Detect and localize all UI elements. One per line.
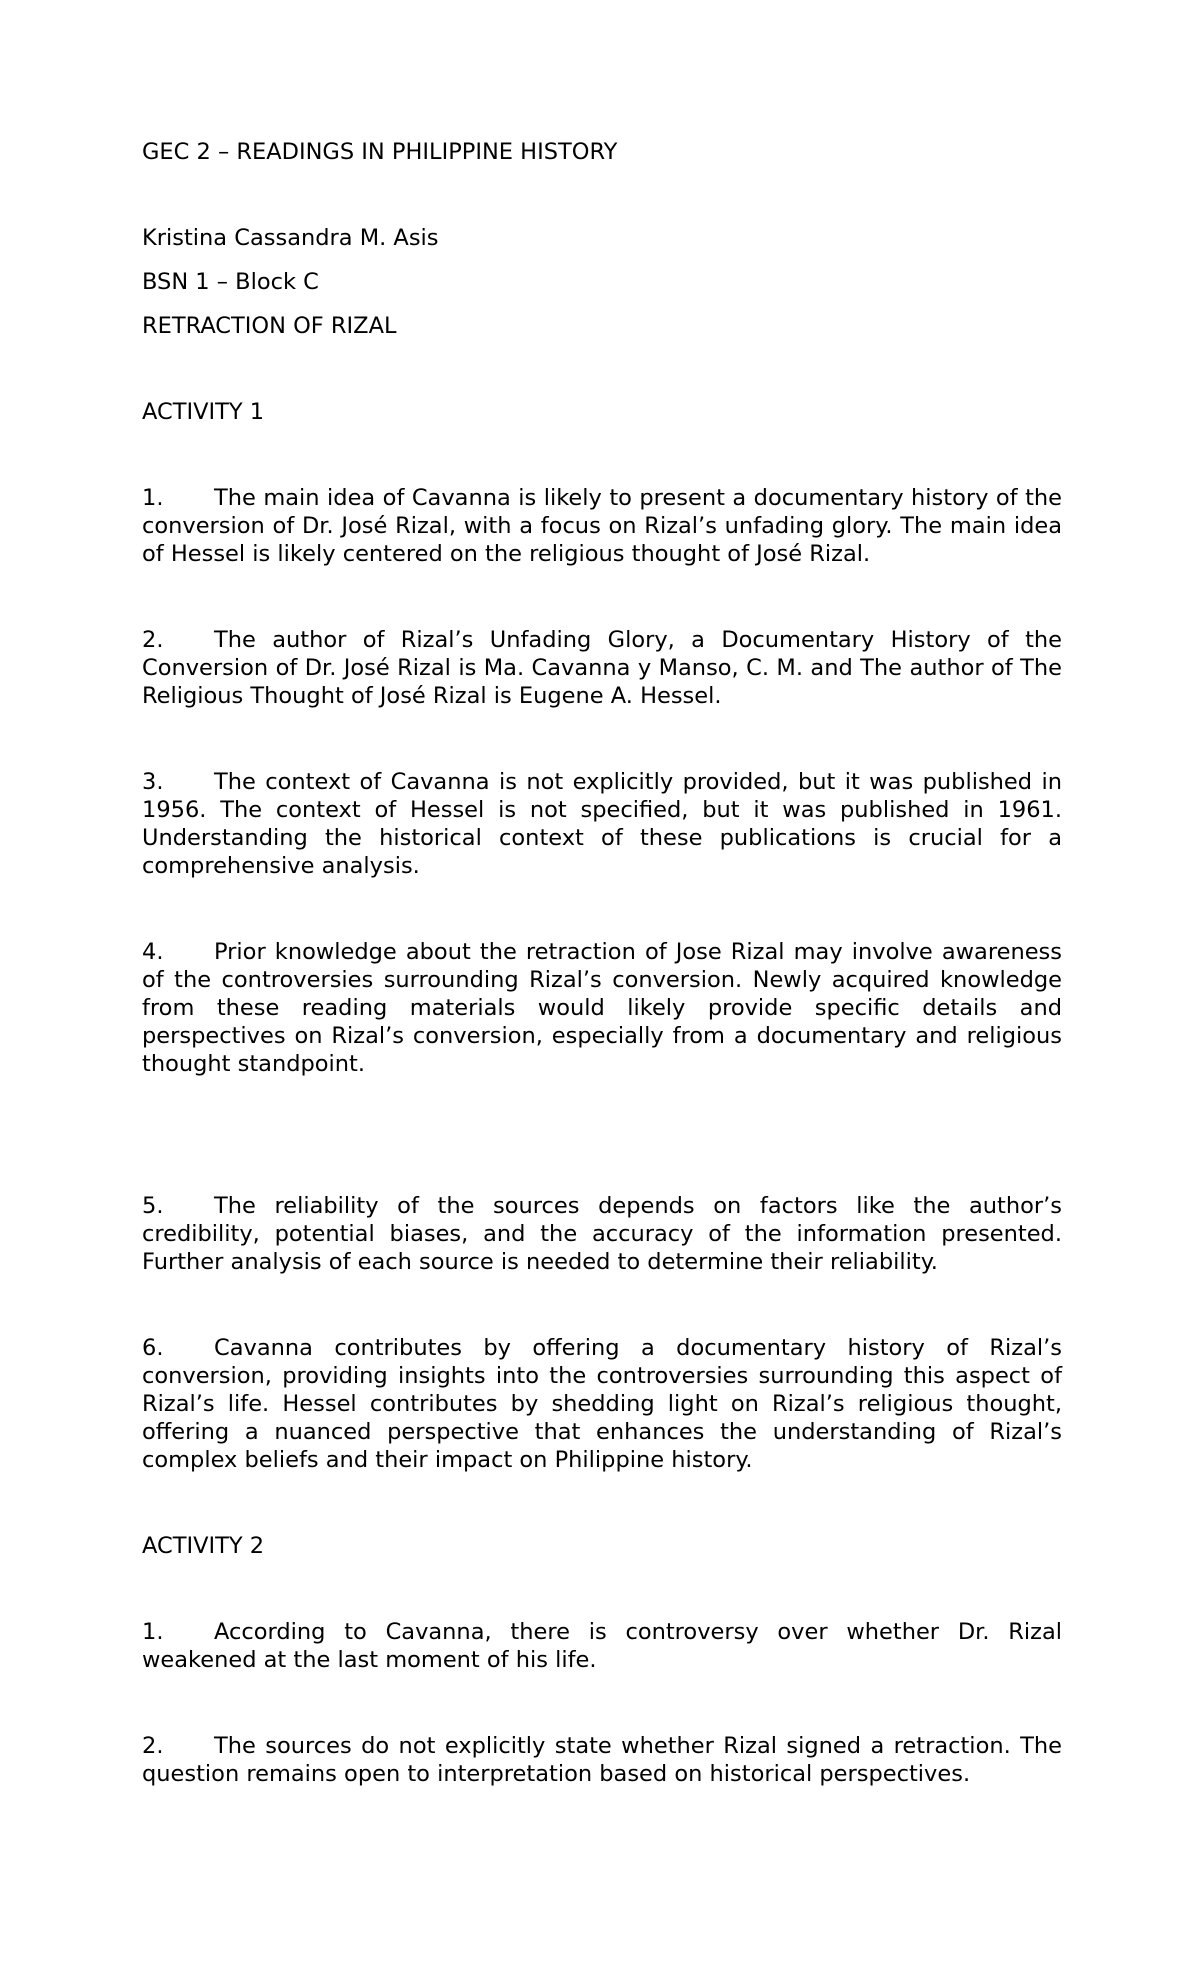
item-number: 2.: [142, 1733, 164, 1759]
item-number: 4.: [142, 939, 164, 965]
item-number: 1.: [142, 485, 164, 511]
activity-2-item-1: [142, 1618, 1062, 1674]
activity-2-heading: ACTIVITY 2: [142, 1533, 265, 1559]
activity-1-item-2: [142, 626, 1062, 710]
item-number: 2.: [142, 627, 164, 653]
document-body: [142, 138, 1062, 1788]
item-text: The author of Rizal’s Unfading Glory, a Documentary History of the Conversion of Dr. José Rizal is Ma. Cavanna y Manso, C. M. and The author of The Religious Thought of José Rizal is Eugene A. Hessel.: [142, 627, 1062, 709]
document-topic: RETRACTION OF RIZAL: [142, 313, 397, 339]
activity-1-item-4: [142, 938, 1062, 1078]
item-text: The main idea of Cavanna is likely to present a documentary history of the conversion of Dr. José Rizal, with a focus on Rizal’s unfading glory. The main idea of Hessel is likely centered on the religious thought of José Rizal.: [142, 485, 1062, 567]
activity-1-heading: ACTIVITY 1: [142, 399, 265, 425]
item-text: According to Cavanna, there is controversy over whether Dr. Rizal weakened at the last moment of his life.: [142, 1619, 1062, 1673]
item-text: Prior knowledge about the retraction of Jose Rizal may involve awareness of the controversies surrounding Rizal’s conversion. Newly acquired knowledge from these reading materials would likely provide specific details and perspectives on Rizal’s conversion, especially from a documentary and religious thought standpoint.: [142, 939, 1062, 1077]
activity-1-item-1: [142, 484, 1062, 568]
item-text: The sources do not explicitly state whether Rizal signed a retraction. The question remains open to interpretation based on historical perspectives.: [142, 1733, 1062, 1787]
activity-1-item-3: [142, 768, 1062, 880]
item-number: 6.: [142, 1335, 164, 1361]
item-number: 3.: [142, 769, 164, 795]
student-name: Kristina Cassandra M. Asis: [142, 225, 439, 251]
activity-2-item-2: [142, 1732, 1062, 1788]
activity-1-item-5: [142, 1192, 1062, 1276]
item-text: The reliability of the sources depends on factors like the author’s credibility, potential biases, and the accuracy of the information presented. Further analysis of each source is needed to determine their reliability.: [142, 1193, 1062, 1275]
item-text: Cavanna contributes by offering a documentary history of Rizal’s conversion, providing insights into the controversies surrounding this aspect of Rizal’s life. Hessel contributes by shedding light on Rizal’s religious thought, offering a nuanced perspective that enhances the understanding of Rizal’s complex beliefs and their impact on Philippine history.: [142, 1335, 1062, 1473]
item-number: 5.: [142, 1193, 164, 1219]
student-section: BSN 1 – Block C: [142, 269, 319, 295]
course-title: GEC 2 – READINGS IN PHILIPPINE HISTORY: [142, 139, 618, 165]
item-number: 1.: [142, 1619, 164, 1645]
item-text: The context of Cavanna is not explicitly provided, but it was published in 1956. The context of Hessel is not specified, but it was published in 1961. Understanding the historical context of these publications is crucial for a comprehensive analysis.: [142, 769, 1062, 879]
activity-1-item-6: [142, 1334, 1062, 1474]
